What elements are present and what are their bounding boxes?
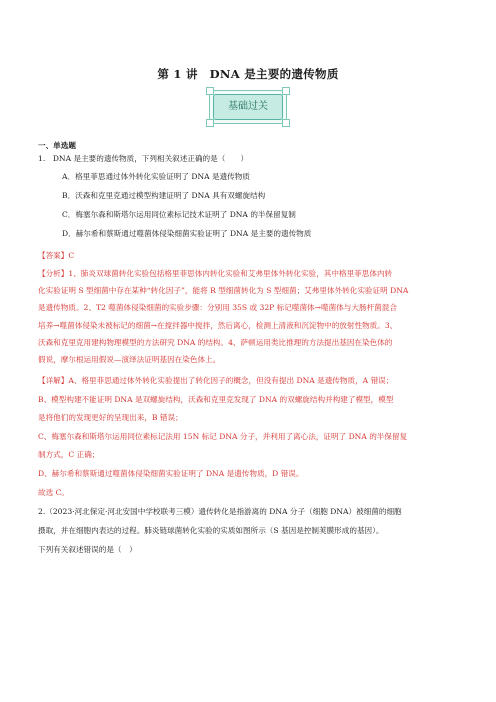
q1-option-a: A．格里菲思通过体外转化实验证明了 DNA 是遗传物质	[62, 172, 250, 181]
q1-explanation-line: B、模型构建不能证明 DNA 是双螺旋结构，沃森和克里克发现了 DNA 的双螺旋结构并构建了模型，模型	[38, 395, 394, 404]
q1-explanation-line: 故选 C。	[38, 488, 70, 497]
q1-analysis-line: 化实验证明 S 型细菌中存在某种“转化因子”，能将 R 型细菌转化为 S 型细菌；艾弗里体外转化实验证明 DNA	[38, 286, 409, 295]
q1-explanation-line: 制方式，C 正确；	[38, 450, 100, 459]
q2-stem-line: 2.（2023·河北保定·河北安国中学校联考三模）遗传转化是指游离的 DNA 分子（细胞 DNA）被细菌的细胞	[38, 507, 402, 516]
q1-option-b: B．沃森和克里克通过模型构建证明了 DNA 具有双螺旋结构	[62, 191, 266, 200]
q1-analysis-line: 假说，摩尔根运用假说—演绎法证明基因在染色体上。	[38, 355, 221, 364]
q1-analysis-line: 【分析】1、肺炎双球菌转化实验包括格里菲思体内转化实验和艾弗里体外转化实验，其中格里菲思体内转	[38, 269, 393, 278]
badge-corner	[282, 87, 290, 95]
badge-label: 基础过关	[213, 94, 283, 120]
q2-stem-line: 摄取，并在细胞内表达的过程。肺炎链球菌转化实验的实质如图所示（S 基因是控制荚膜形成的基因）。	[38, 526, 384, 535]
q1-explanation-line: 是将他们的发现更好的呈现出来，B 错误；	[38, 413, 183, 422]
q1-analysis-line: 培养→噬菌体侵染未被标记的细菌→在搅拌器中搅拌，然后离心，检测上清液和沉淀物中的放射性物质。3、	[38, 321, 398, 330]
section-badge	[209, 90, 287, 124]
badge-corner	[206, 119, 214, 127]
q1-option-d: D．赫尔希和蔡斯通过噬菌体侵染细菌实验证明了 DNA 是主要的遗传物质	[62, 229, 312, 238]
q1-explanation-line: C、梅塞尔森和斯塔尔运用同位素标记法用 15N 标记 DNA 分子，并利用了离心法，证明了 DNA 的半保留复	[38, 432, 408, 441]
q1-analysis-line: 是遗传物质。2、T2 噬菌体侵染细菌的实验步骤：分别用 35S 或 32P 标记噬菌体→噬菌体与大肠杆菌混合	[38, 303, 397, 312]
q1-option-c: C．梅塞尔森和斯塔尔运用同位素标记技术证明了 DNA 的半保留复制	[62, 210, 296, 219]
q2-stem-line: 下列有关叙述错误的是（ ）	[38, 545, 137, 554]
q1-stem: 1. DNA 是主要的遗传物质，下列相关叙述正确的是（ ）	[38, 154, 249, 163]
section-heading: 一、单选题	[38, 141, 76, 150]
badge-corner	[206, 87, 214, 95]
q1-explanation-line: 【详解】A、格里菲思通过体外转化实验提出了转化因子的概念，但没有提出 DNA 是遗传物质，A 错误；	[38, 376, 394, 385]
q1-explanation-line: D、赫尔希和蔡斯通过噬菌体侵染细菌实验证明了 DNA 是遗传物质，D 错误。	[38, 469, 304, 478]
page-title: 第 1 讲 DNA 是主要的遗传物质	[157, 67, 339, 81]
q1-analysis-line: 沃森和克里克用建构物理模型的方法研究 DNA 的结构。4、萨顿运用类比推理的方法提出基因在染色体的	[38, 338, 393, 347]
q1-answer: 【答案】C	[38, 251, 75, 260]
badge-corner	[282, 119, 290, 127]
